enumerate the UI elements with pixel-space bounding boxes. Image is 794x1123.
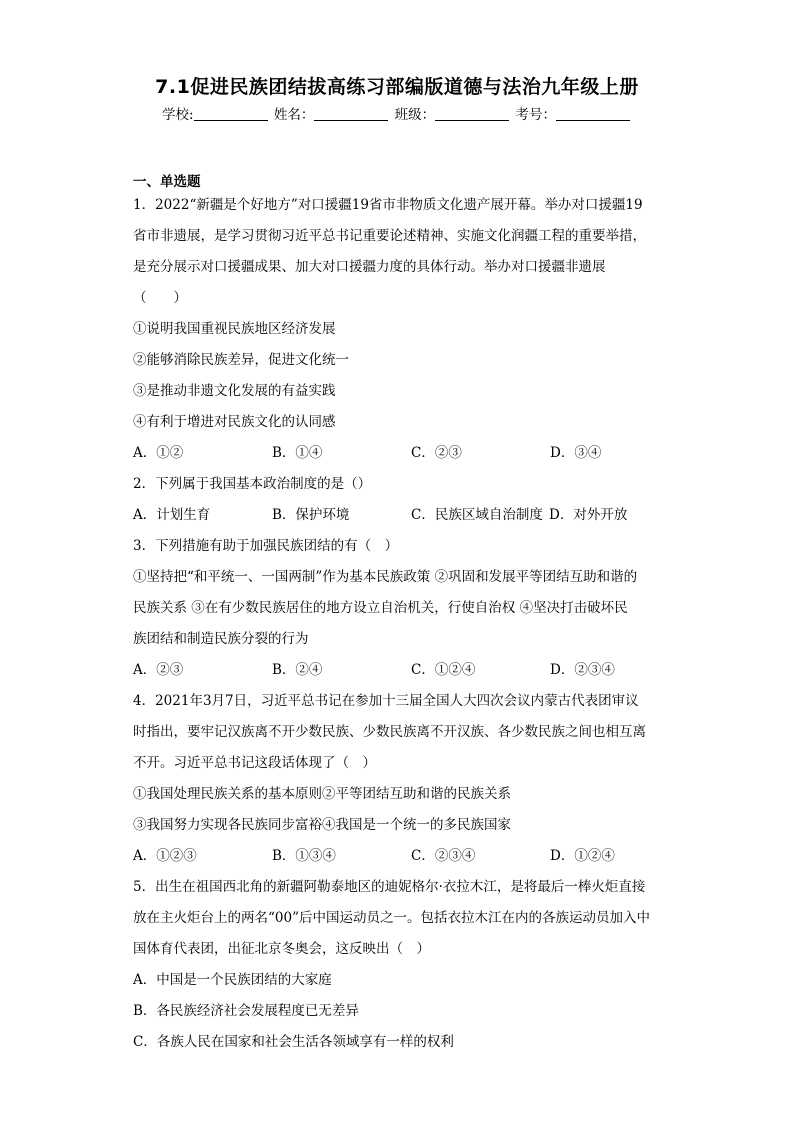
- question-stem-line: 省市非遗展，是学习贯彻习近平总书记重要论述精神、实施文化润疆工程的重要举措，: [133, 228, 646, 244]
- option-b[interactable]: B．①④: [272, 445, 323, 461]
- class-label: 班级：: [394, 107, 436, 123]
- question-5: [133, 872, 669, 1058]
- question-stem-line: 4．2021年3月7日，习近平总书记在参加十三届全国人大四次会议内蒙古代表团审议: [133, 693, 639, 709]
- question-stem-line: 2．下列属于我国基本政治制度的是（）: [133, 476, 372, 492]
- answer-options: [133, 438, 669, 469]
- option-a[interactable]: A．②③: [133, 662, 184, 678]
- option-c[interactable]: C．民族区域自治制度: [411, 507, 543, 523]
- question-stem-line: 是充分展示对口援疆成果、加大对口援疆力度的具体行动。举办对口援疆非遗展: [133, 259, 606, 275]
- option-d[interactable]: D．对外开放: [549, 507, 628, 523]
- question-stem-line: 3．下列措施有助于加强民族团结的有（ ）: [133, 538, 399, 554]
- question-3: [133, 531, 669, 686]
- school-blank[interactable]: [194, 107, 268, 121]
- option-c[interactable]: C．②③④: [411, 848, 476, 864]
- option-b[interactable]: B．②④: [272, 662, 323, 678]
- question-1: [133, 190, 669, 469]
- question-stem-line: ①我国处理民族关系的基本原则②平等团结互助和谐的民族关系: [133, 786, 511, 802]
- school-label: 学校:: [162, 107, 194, 123]
- exam-no-blank[interactable]: [556, 107, 630, 121]
- question-item: ②能够消除民族差异，促进文化统一: [133, 352, 349, 368]
- question-2: [133, 469, 669, 531]
- question-stem-line: 不开。习近平总书记这段话体现了（ ）: [133, 755, 376, 771]
- question-stem-line: 5．出生在祖国西北角的新疆阿勒泰地区的迪妮格尔·衣拉木江，是将最后一棒火炬直接: [133, 879, 646, 895]
- question-list: [133, 190, 669, 1058]
- page-title: 7.1促进民族团结拔高练习部编版道德与法治九年级上册: [155, 76, 639, 98]
- name-label: 姓名：: [273, 107, 315, 123]
- option-d[interactable]: D．③④: [550, 445, 602, 461]
- student-info-line: [0, 103, 794, 123]
- question-stem-line: 1．2022“新疆是个好地方”对口援疆19省市非物质文化遗产展开幕。举办对口援疆19: [133, 197, 643, 213]
- question-stem-line: 放在主火炬台上的两名“00”后中国运动员之一。包括衣拉木江在内的各族运动员加入中: [133, 910, 650, 926]
- option-b[interactable]: B．保护环境: [272, 507, 350, 523]
- option-b[interactable]: B．各民族经济社会发展程度已无差异: [133, 1003, 359, 1019]
- exam-no-label: 考号：: [515, 107, 556, 123]
- answer-options: [133, 841, 669, 872]
- option-a[interactable]: A．中国是一个民族团结的大家庭: [133, 972, 332, 988]
- option-b[interactable]: B．①③④: [272, 848, 336, 864]
- answer-options: [133, 500, 669, 531]
- question-item: ①说明我国重视民族地区经济发展: [133, 321, 336, 337]
- question-stem-line: ③我国努力实现各民族同步富裕④我国是一个统一的多民族国家: [133, 817, 511, 833]
- class-blank[interactable]: [435, 107, 509, 121]
- question-item: ③是推动非遗文化发展的有益实践: [133, 383, 336, 399]
- section-heading: 一、单选题: [133, 174, 201, 190]
- question-stem-line: 国体育代表团，出征北京冬奥会，这反映出（ ）: [133, 941, 430, 957]
- name-blank[interactable]: [314, 107, 388, 121]
- question-stem-line: （ ）: [133, 290, 187, 306]
- question-stem-line: 时指出，要牢记汉族离不开少数民族、少数民族离不开汉族、各少数民族之间也相互离: [133, 724, 646, 740]
- question-stem-line: 民族关系 ③在有少数民族居住的地方设立自治机关，行使自治权 ④坚决打击破坏民: [133, 600, 628, 616]
- option-a[interactable]: A．①②③: [133, 848, 197, 864]
- option-a[interactable]: A．计划生育: [133, 507, 211, 523]
- option-c[interactable]: C．各族人民在国家和社会生活各领域享有一样的权利: [133, 1034, 454, 1050]
- question-stem-line: ①坚持把“和平统一、一国两制”作为基本民族政策 ②巩固和发展平等团结互助和谐的: [133, 569, 638, 585]
- option-a[interactable]: A．①②: [133, 445, 184, 461]
- option-d[interactable]: D．②③④: [550, 662, 615, 678]
- option-c[interactable]: C．②③: [411, 445, 462, 461]
- question-item: ④有利于增进对民族文化的认同感: [133, 414, 336, 430]
- question-4: [133, 686, 669, 872]
- option-c[interactable]: C．①②④: [411, 662, 476, 678]
- answer-options: [133, 655, 669, 686]
- option-d[interactable]: D．①②④: [550, 848, 615, 864]
- question-stem-line: 族团结和制造民族分裂的行为: [133, 631, 309, 647]
